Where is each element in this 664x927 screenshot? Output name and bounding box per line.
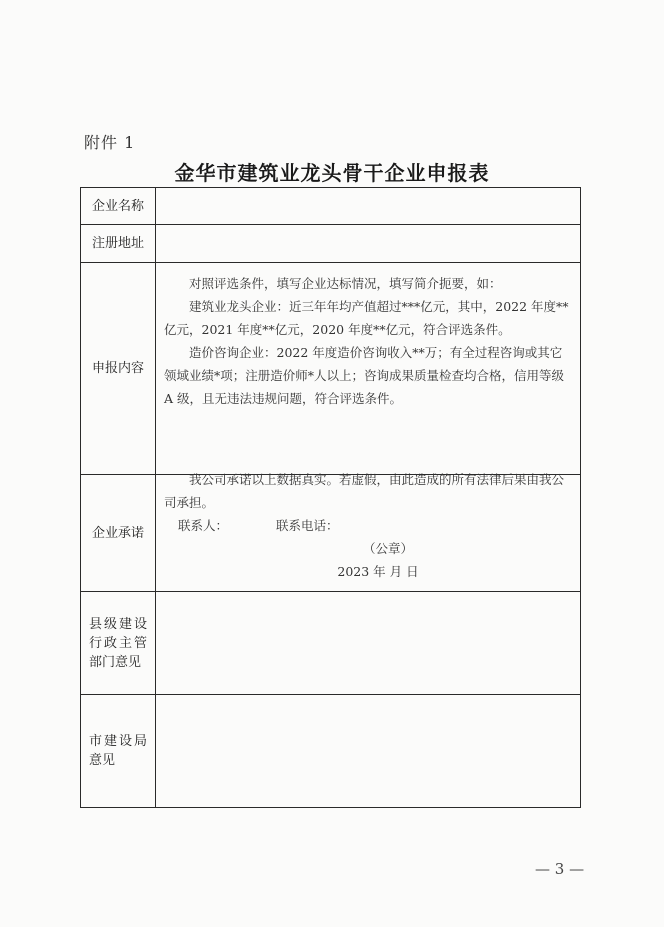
attachment-label: 附件 1 xyxy=(84,133,136,152)
date-text: 2023 年 月 日 xyxy=(337,563,419,579)
contact-line xyxy=(156,514,580,537)
content-paragraph: 建筑业龙头企业：近三年年均产值超过***亿元，其中，2022 年度**亿元，2021 年度**亿元，2020 年度**亿元，符合评选条件。 xyxy=(164,298,569,337)
row-city-opinion xyxy=(81,695,581,808)
promise-field[interactable] xyxy=(156,471,581,592)
reg-address-field[interactable] xyxy=(156,225,581,263)
row-reg-address xyxy=(81,225,581,263)
form-title: 金华市建筑业龙头骨干企业申报表 xyxy=(174,161,490,185)
city-opinion-label: 市建设局意见 xyxy=(81,695,156,808)
seal-text: （公章） xyxy=(362,540,413,556)
company-name-label: 企业名称 xyxy=(81,188,156,225)
row-company-name xyxy=(81,188,581,225)
content-field[interactable] xyxy=(156,263,581,475)
content-paragraph: 造价咨询企业：2022 年度造价咨询收入**万；有全过程咨询或其它领域业绩*项；注册造价师*人以上；咨询成果质量检查均合格，信用等级 A 级，且无违法违规问题，符合评选条件。 xyxy=(164,344,565,406)
row-county-opinion xyxy=(81,592,581,695)
county-opinion-label: 县级建设行政主管部门意见 xyxy=(81,592,156,695)
row-company-promise xyxy=(81,475,581,592)
application-form-table xyxy=(80,187,581,808)
page-number: — 3 — xyxy=(535,860,585,878)
reg-address-label: 注册地址 xyxy=(81,225,156,263)
company-name-field[interactable] xyxy=(156,188,581,225)
promise-statement: 我公司承诺以上数据真实。若虚假，由此造成的所有法律后果由我公司承担。 xyxy=(164,471,565,510)
content-paragraph: 对照评选条件，填写企业达标情况，填写简介扼要，如： xyxy=(189,275,502,291)
city-opinion-field[interactable] xyxy=(156,695,581,808)
content-label: 申报内容 xyxy=(81,263,156,475)
contact-phone-label: 联系电话： xyxy=(276,517,339,533)
promise-label: 企业承诺 xyxy=(81,475,156,592)
county-opinion-field[interactable] xyxy=(156,592,581,695)
contact-person-label: 联系人： xyxy=(178,517,229,533)
row-application-content xyxy=(81,263,581,475)
